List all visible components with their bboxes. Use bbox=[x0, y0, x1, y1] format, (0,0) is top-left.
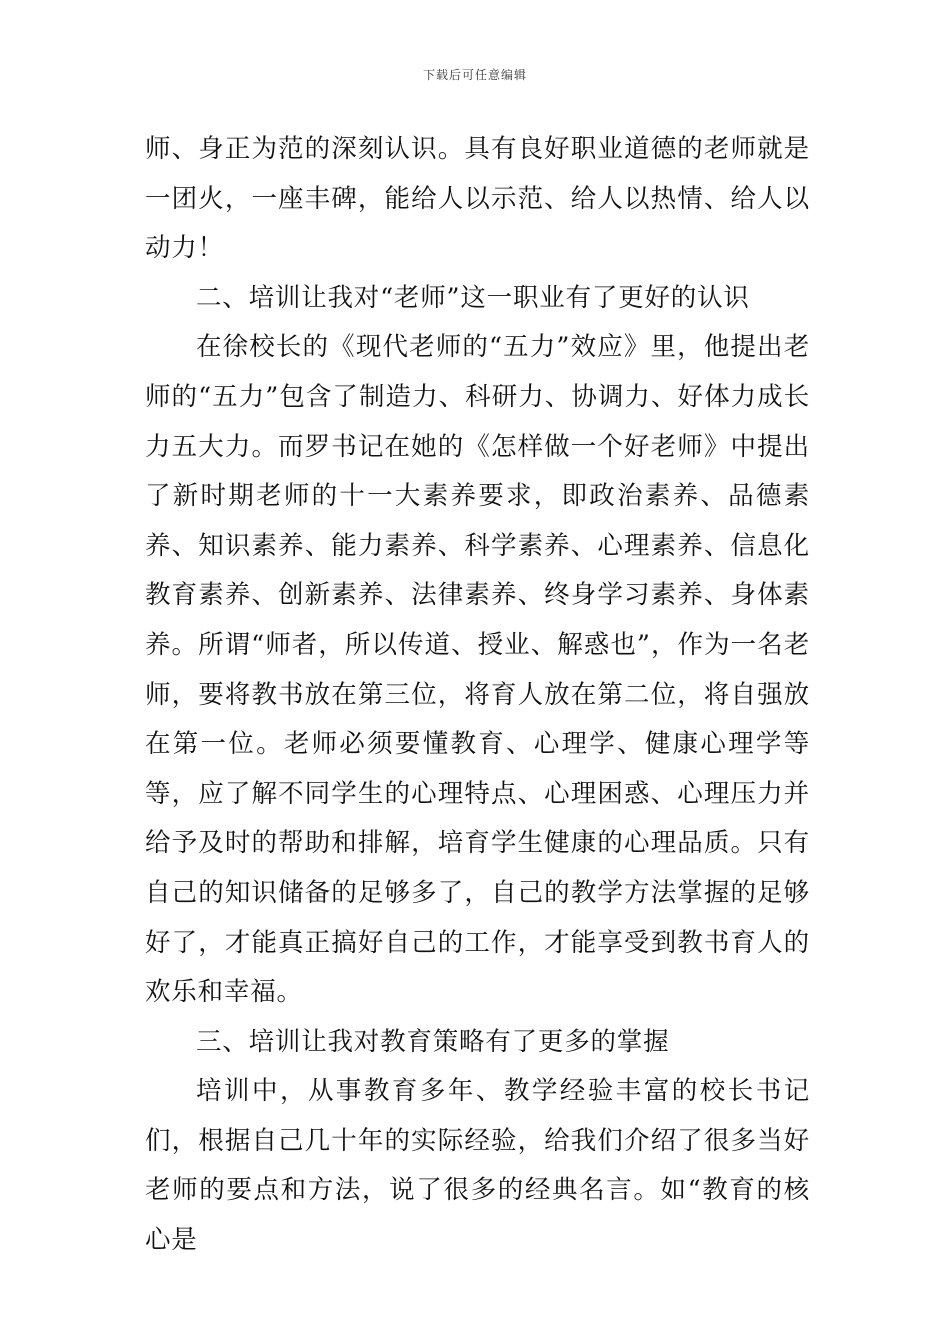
paragraph-continuation: 师、身正为范的深刻认识。具有良好职业道德的老师就是一团火，一座丰碑，能给人以示范、给人以热情、给人以动力！ bbox=[145, 134, 810, 264]
section-heading-2: 二、培训让我对“老师”这一职业有了更好的认识 bbox=[196, 282, 750, 313]
document-body bbox=[145, 125, 810, 1266]
paragraph-five-forces: 在徐校长的《现代老师的“五力”效应》里，他提出老师的“五力”包含了制造力、科研力、协调力、好体力成长力五大力。而罗书记在她的《怎样做一个好老师》中提出了新时期老师的十一大素养要求，即政治素养、品德素养、知识素养、能力素养、科学素养、心理素养、信息化教育素养、创新素养、法律素养、终身学习素养、身体素养。所谓“师者，所以传道、授业、解惑也”，作为一名老师，要将教书放在第三位，将育人放在第二位，将自强放在第一位。老师必须要懂教育、心理学、健康心理学等等，应了解不同学生的心理特点、心理困惑、心理压力并给予及时的帮助和排解，培育学生健康的心理品质。只有自己的知识储备的足够多了，自己的教学方法掌握的足够好了，才能真正搞好自己的工作，才能享受到教书育人的欢乐和幸福。 bbox=[145, 332, 810, 1008]
section-heading-3: 三、培训让我对教育策略有了更多的掌握 bbox=[196, 1026, 670, 1057]
page-header-note: 下载后可任意编辑 bbox=[422, 68, 527, 82]
paragraph-training: 培训中，从事教育多年、教学经验丰富的校长书记们，根据自己几十年的实际经验，给我们介绍了很多当好老师的要点和方法，说了很多的经典名言。如“教育的核心是 bbox=[145, 1076, 810, 1256]
